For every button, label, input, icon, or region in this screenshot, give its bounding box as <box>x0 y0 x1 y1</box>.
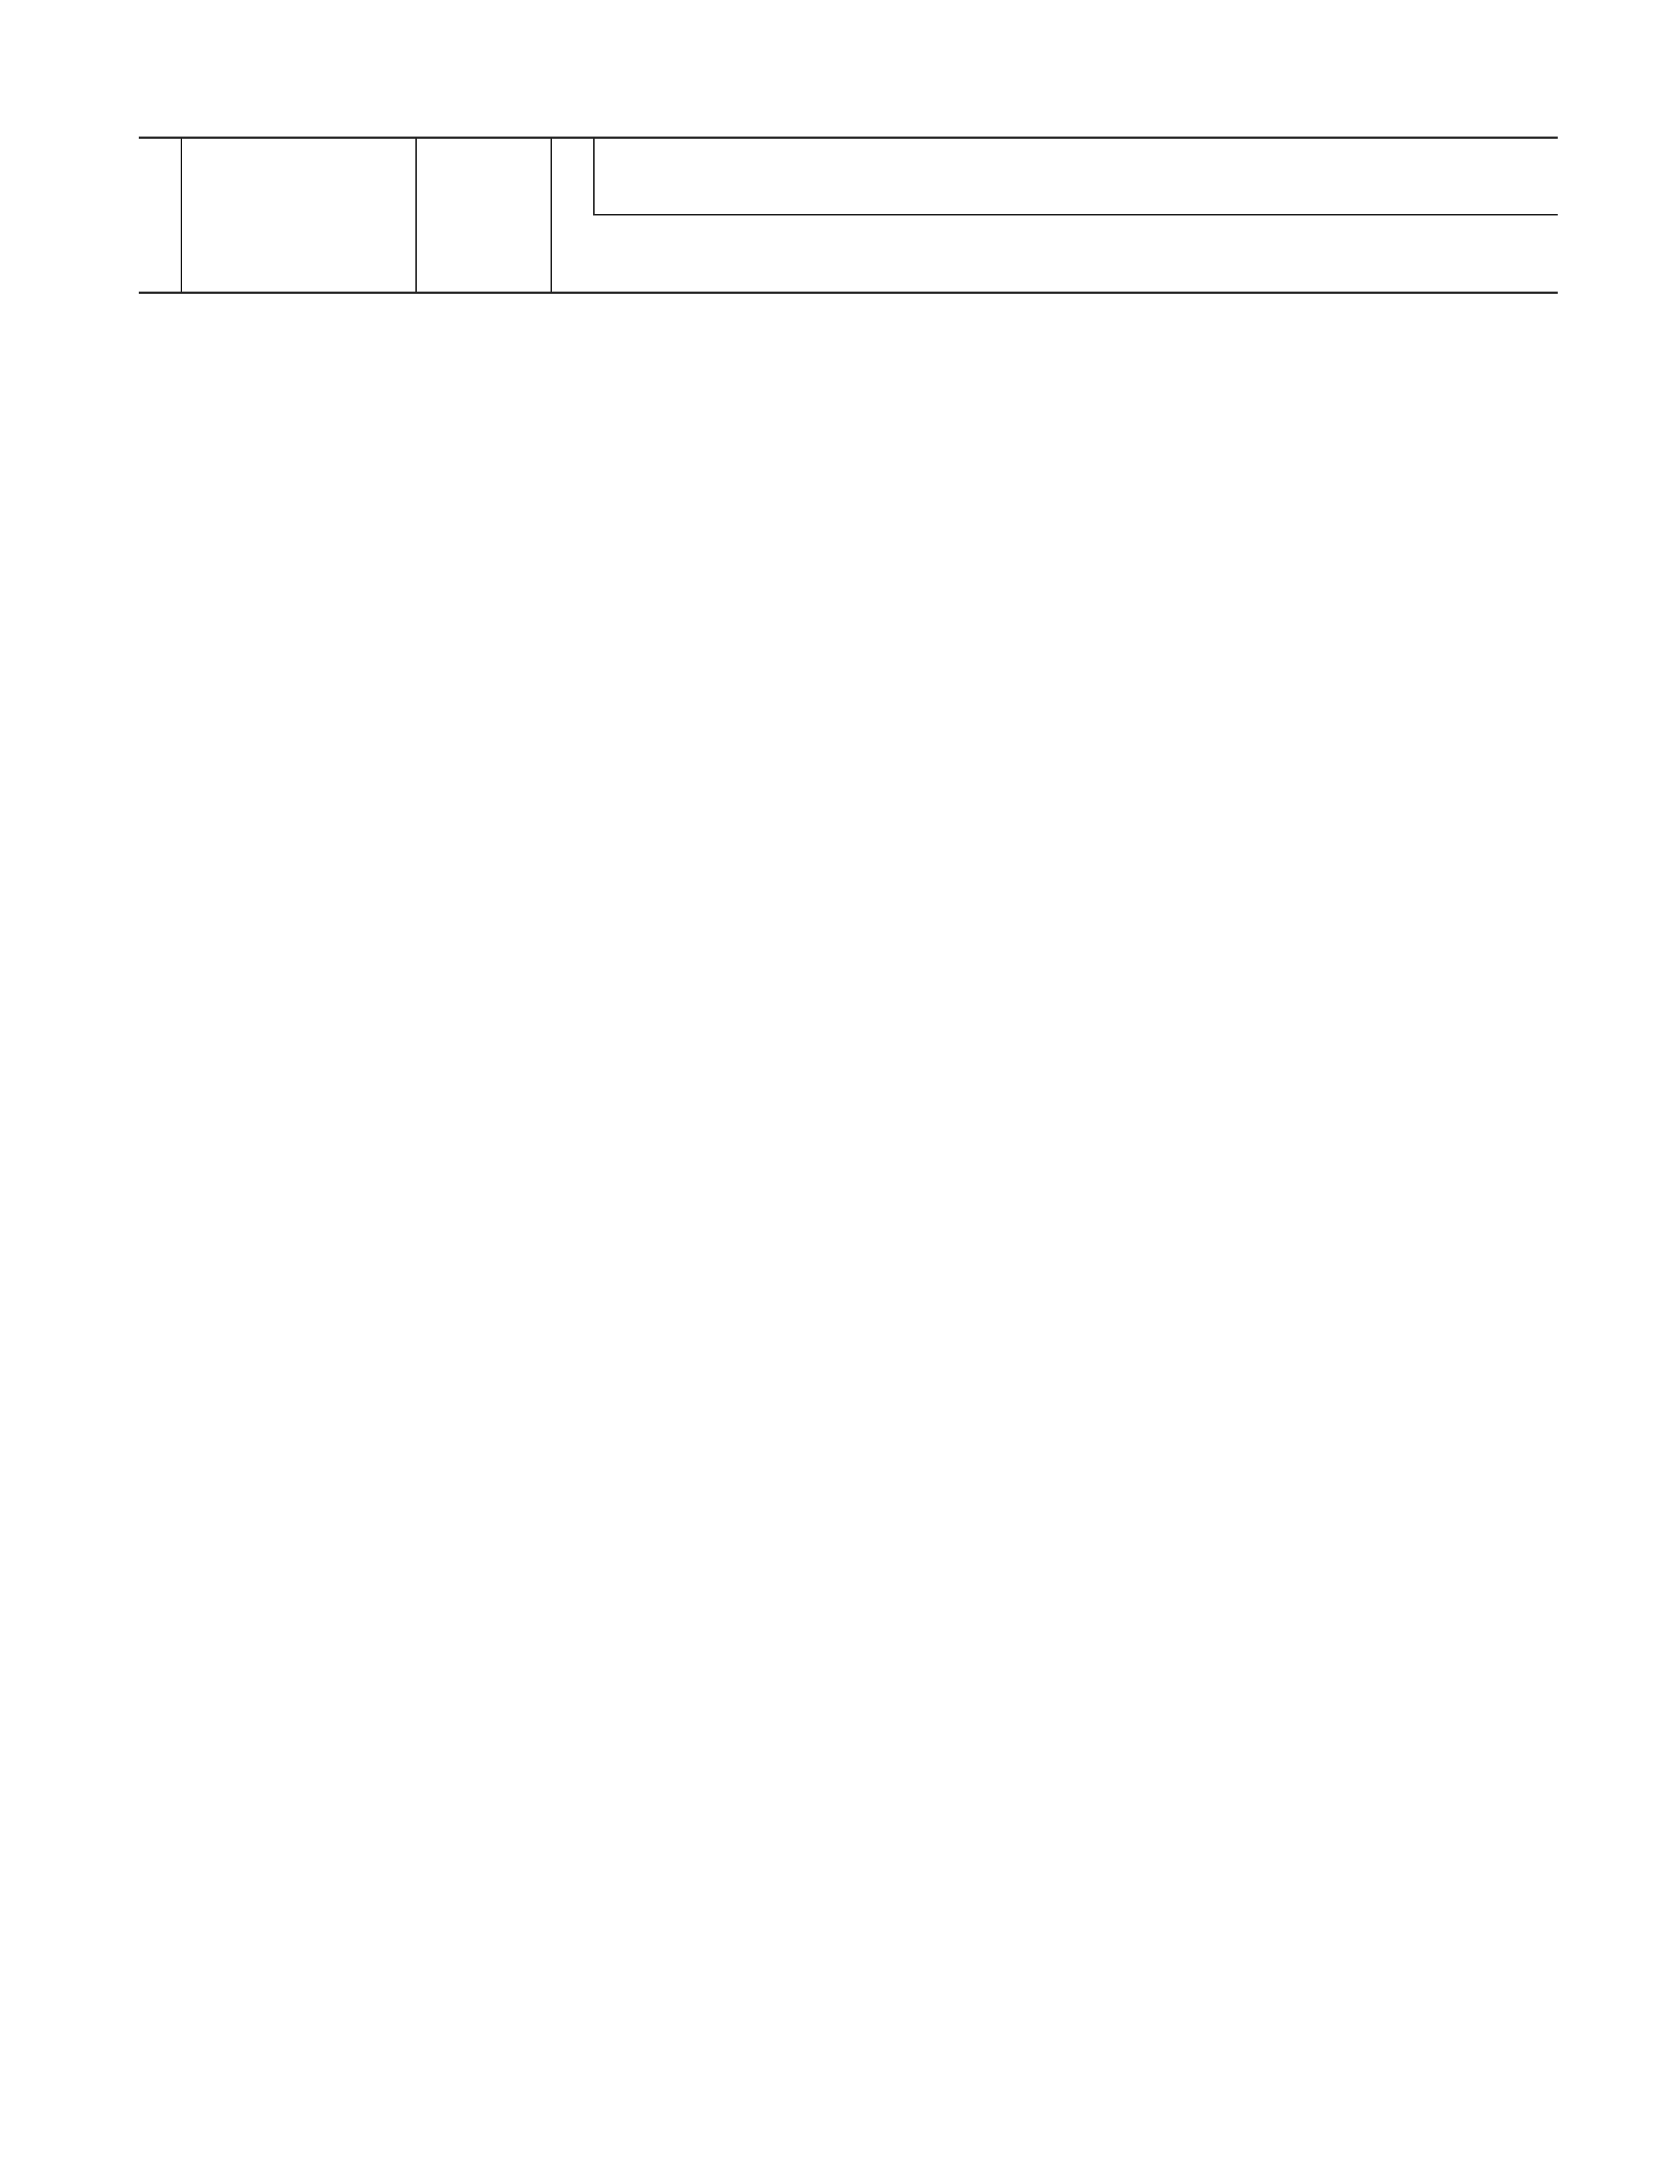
freq-group-header <box>594 138 1558 215</box>
col-quantity-header <box>181 138 416 293</box>
col-source-header <box>551 138 594 293</box>
col-no-header <box>139 138 181 293</box>
table-header <box>139 137 1558 294</box>
col-reference-header <box>416 138 551 293</box>
